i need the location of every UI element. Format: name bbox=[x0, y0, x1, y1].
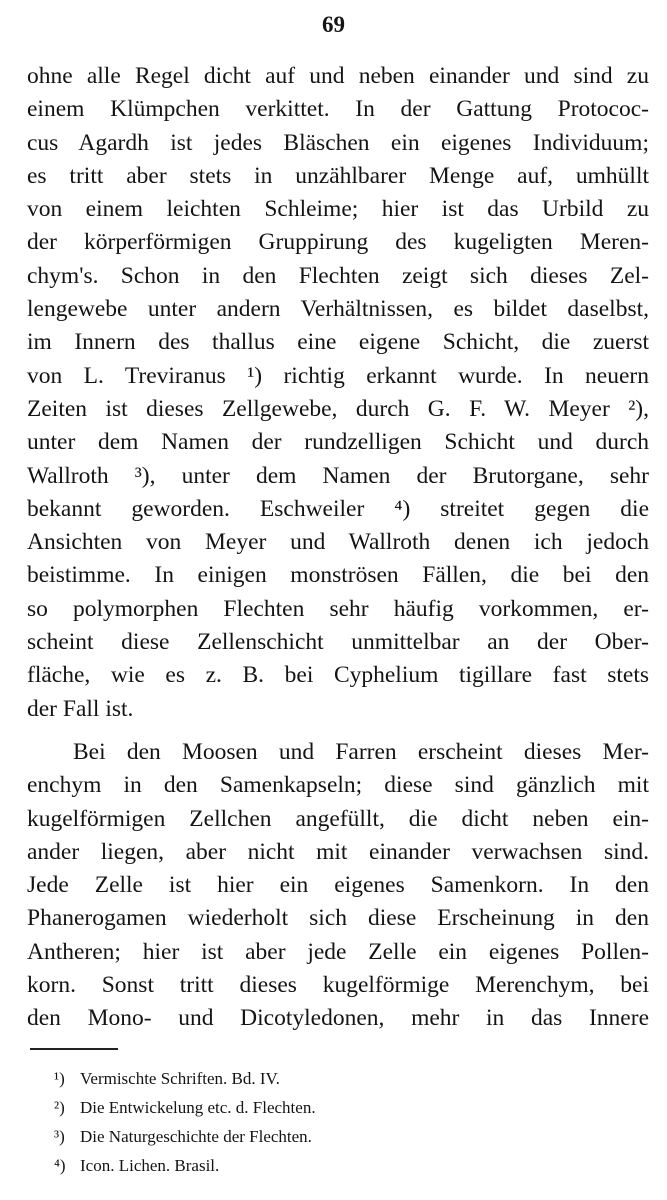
footnotes bbox=[54, 1064, 316, 1180]
page-number: 69 bbox=[322, 12, 345, 37]
text-line: von einem leichten Schleime; hier ist das Urbild zu bbox=[27, 196, 649, 223]
text-line: Wallroth ³), unter dem Namen der Brutorgane, sehr bbox=[27, 462, 649, 489]
text-line: beistimme. In einigen monströsen Fällen, die bei den bbox=[27, 562, 649, 589]
footnote-rule bbox=[30, 1048, 118, 1050]
paragraph-gap bbox=[27, 726, 649, 736]
text-line: ander liegen, aber nicht mit einander verwachsen sind. bbox=[27, 838, 649, 865]
footnote-4 bbox=[54, 1151, 316, 1180]
footnote-mark: ¹) bbox=[54, 1069, 65, 1088]
text-line: chym's. Schon in den Flechten zeigt sich dieses Zel- bbox=[27, 262, 649, 289]
text-line: unter dem Namen der rundzelligen Schicht und durch bbox=[27, 429, 649, 456]
text-line: fläche, wie es z. B. bei Cyphelium tigillare fast stets bbox=[27, 662, 649, 689]
text-line: einem Klümpchen verkittet. In der Gattung Protococ- bbox=[27, 96, 649, 123]
text-line: Zeiten ist dieses Zellgewebe, durch G. F. W. Meyer ²), bbox=[27, 395, 649, 422]
text-line: von L. Treviranus ¹) richtig erkannt wurde. In neuern bbox=[27, 362, 649, 389]
paragraph-2 bbox=[27, 736, 649, 1036]
footnote-mark: ²) bbox=[54, 1098, 65, 1117]
text-line: Phanerogamen wiederholt sich diese Erscheinung in den bbox=[27, 905, 649, 932]
text-line: es tritt aber stets in unzählbarer Menge auf, umhüllt bbox=[27, 162, 649, 189]
text-line: Jede Zelle ist hier ein eigenes Samenkorn. In den bbox=[27, 872, 649, 899]
footnote-text: Die Naturgeschichte der Flechten. bbox=[80, 1127, 312, 1146]
text-line: im Innern des thallus eine eigene Schicht, die zuerst bbox=[27, 329, 649, 356]
text-line: cus Agardh ist jedes Bläschen ein eigenes Individuum; bbox=[27, 129, 649, 156]
text-line: den Mono- und Dicotyledonen, mehr in das Innere bbox=[27, 1005, 649, 1032]
text-line: so polymorphen Flechten sehr häufig vorkommen, er- bbox=[27, 595, 649, 622]
footnote-text: Die Entwickelung etc. d. Flechten. bbox=[80, 1098, 316, 1117]
footnote-1 bbox=[54, 1064, 316, 1093]
footnote-text: Vermischte Schriften. Bd. IV. bbox=[80, 1069, 280, 1088]
text-line: enchym in den Samenkapseln; diese sind gänzlich mit bbox=[27, 772, 649, 799]
text-line: bekannt geworden. Eschweiler ⁴) streitet gegen die bbox=[27, 495, 649, 522]
text-line: ohne alle Regel dicht auf und neben einander und sind zu bbox=[27, 63, 649, 89]
footnote-mark: ³) bbox=[54, 1127, 65, 1146]
text-line: Bei den Moosen und Farren erscheint dieses Mer- bbox=[73, 738, 649, 765]
text-line: der körperförmigen Gruppirung des kugeligten Meren- bbox=[27, 229, 649, 256]
body-text bbox=[27, 60, 649, 1036]
footnote-2 bbox=[54, 1093, 316, 1122]
text-line: korn. Sonst tritt dieses kugelförmige Merenchym, bei bbox=[27, 972, 649, 999]
text-line: Antheren; hier ist aber jede Zelle ein eigenes Pollen- bbox=[27, 938, 649, 965]
paragraph-1 bbox=[27, 60, 649, 726]
footnote-3 bbox=[54, 1122, 316, 1151]
text-line: scheint diese Zellenschicht unmittelbar an der Ober- bbox=[27, 629, 649, 656]
footnote-mark: ⁴) bbox=[54, 1156, 66, 1175]
footnote-text: Icon. Lichen. Brasil. bbox=[80, 1156, 220, 1175]
text-line: kugelförmigen Zellchen angefüllt, die dicht neben ein- bbox=[27, 805, 649, 832]
text-line: Ansichten von Meyer und Wallroth denen ich jedoch bbox=[27, 529, 649, 556]
text-line: der Fall ist. bbox=[27, 695, 134, 722]
text-line: lengewebe unter andern Verhältnissen, es bildet daselbst, bbox=[27, 296, 649, 323]
